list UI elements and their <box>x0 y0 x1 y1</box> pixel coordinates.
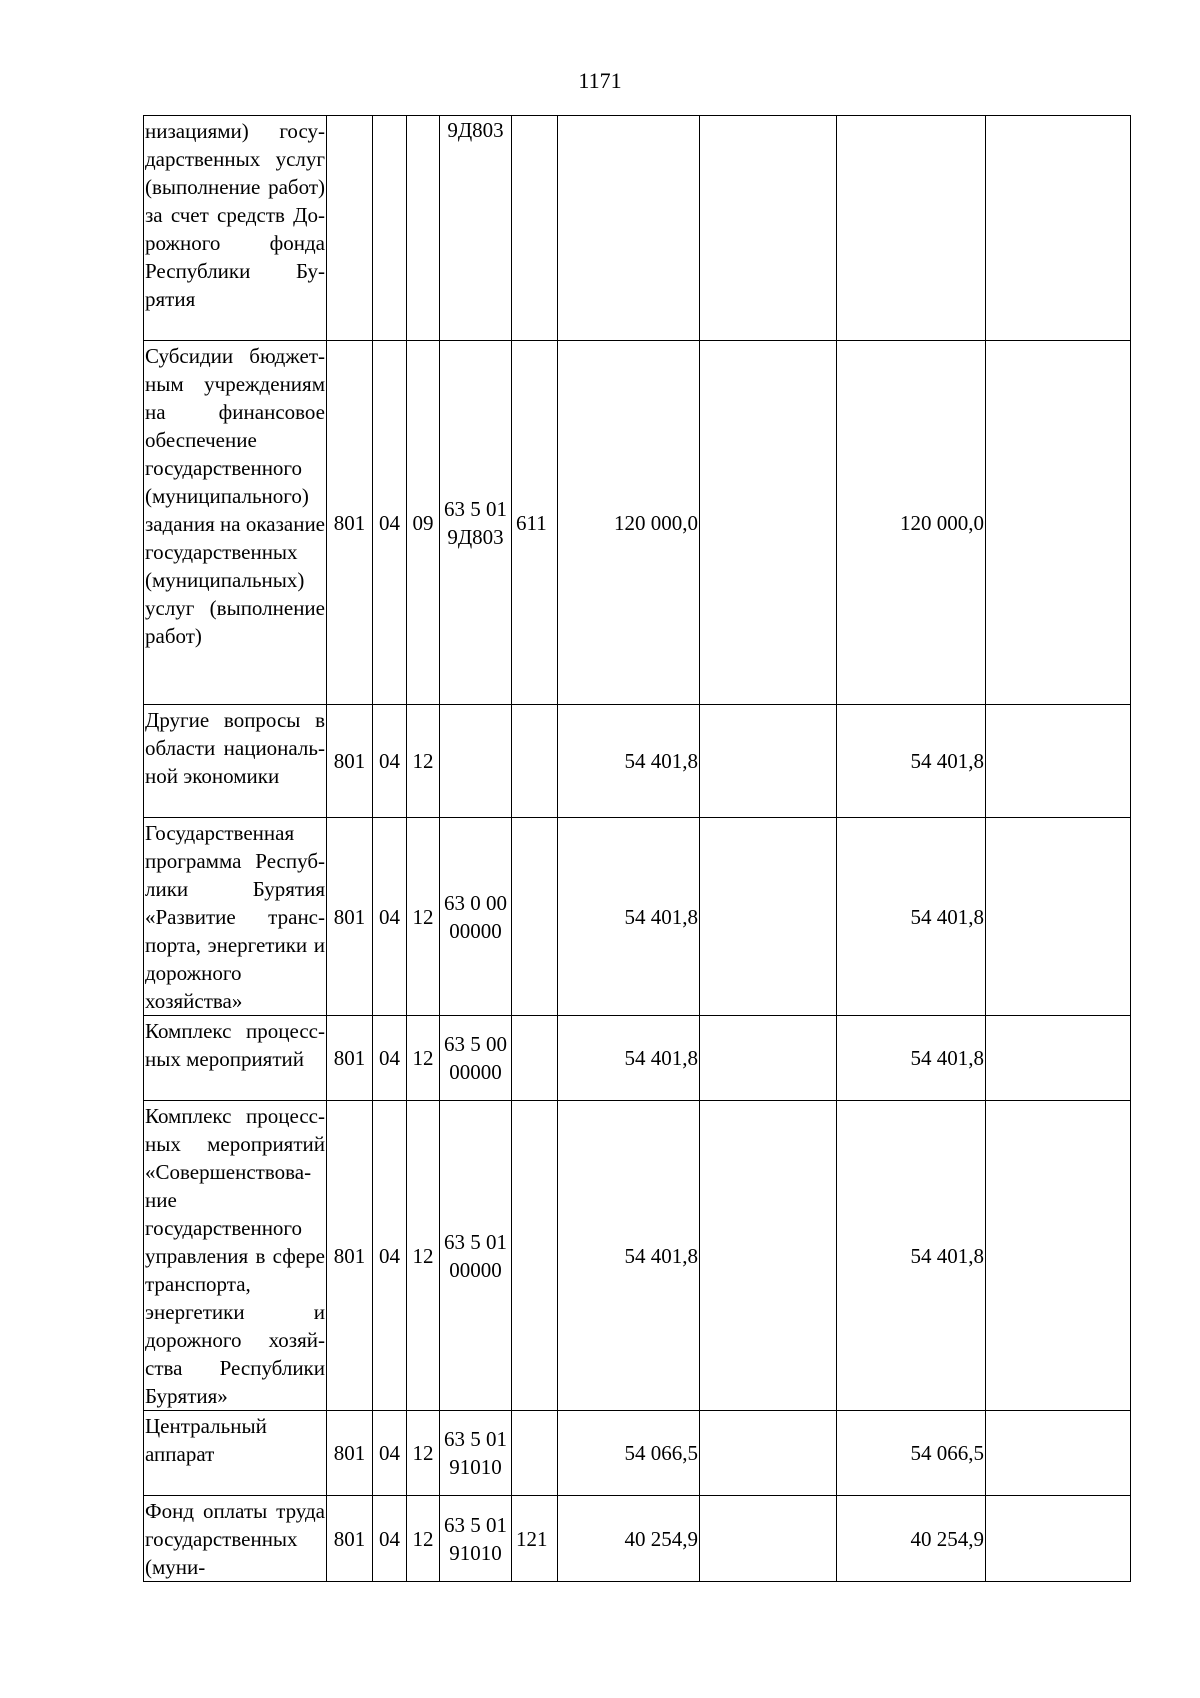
rz-code: 04 <box>373 1101 407 1411</box>
item-name: Комплекс процессных мероприятий <box>144 1016 327 1101</box>
pr-code: 12 <box>407 1496 440 1582</box>
rz-code: 04 <box>373 1496 407 1582</box>
vr-code <box>512 1101 558 1411</box>
vr-code: 611 <box>512 341 558 705</box>
item-name: Центральный аппарат <box>144 1411 327 1496</box>
rz-code: 04 <box>373 705 407 818</box>
csr-code: 63 5 01 00000 <box>440 1101 512 1411</box>
amount-4 <box>986 818 1131 1016</box>
amount-3: 54 401,8 <box>837 1101 986 1411</box>
pr-code: 12 <box>407 818 440 1016</box>
csr-code: 63 0 00 00000 <box>440 818 512 1016</box>
item-name: Комплекс процессных мероприятий «Совершенствование государственного управления в сфере транспорта, энергетики и дорожного хозяйства Республики Бурятия» <box>144 1101 327 1411</box>
amount-1: 54 401,8 <box>558 818 700 1016</box>
amount-1: 40 254,9 <box>558 1496 700 1582</box>
item-name: Государственная программа Республики Бурятия «Развитие транспорта, энергетики и дорожного хозяйства» <box>144 818 327 1016</box>
vr-code <box>512 705 558 818</box>
amount-3: 54 401,8 <box>837 1016 986 1101</box>
item-name: Субсидии бюджетным учреждениям на финансовое обеспечение государственного (муниципального) задания на оказание государственных (муниципальных) услуг (выполнение работ) <box>144 341 327 705</box>
amount-3: 40 254,9 <box>837 1496 986 1582</box>
csr-code <box>440 705 512 818</box>
csr-code: 63 5 01 9Д803 <box>440 341 512 705</box>
ved-code: 801 <box>327 1016 373 1101</box>
amount-4 <box>986 1016 1131 1101</box>
rz-code: 04 <box>373 341 407 705</box>
csr-code: 63 5 00 00000 <box>440 1016 512 1101</box>
table-row <box>144 1101 1131 1411</box>
ved-code: 801 <box>327 1411 373 1496</box>
amount-4 <box>986 116 1131 341</box>
ved-code: 801 <box>327 1101 373 1411</box>
csr-code: 63 5 01 91010 <box>440 1496 512 1582</box>
item-name: Другие вопросы в области национальной экономики <box>144 705 327 818</box>
amount-3 <box>837 116 986 341</box>
table-row <box>144 1496 1131 1582</box>
pr-code: 12 <box>407 1016 440 1101</box>
rz-code: 04 <box>373 1411 407 1496</box>
csr-code: 9Д803 <box>440 116 512 341</box>
amount-2 <box>700 1101 837 1411</box>
pr-code: 12 <box>407 705 440 818</box>
amount-3: 54 066,5 <box>837 1411 986 1496</box>
budget-table <box>143 115 1131 1582</box>
amount-2 <box>700 341 837 705</box>
vr-code <box>512 818 558 1016</box>
table-row <box>144 818 1131 1016</box>
ved-code: 801 <box>327 341 373 705</box>
ved-code: 801 <box>327 705 373 818</box>
amount-4 <box>986 705 1131 818</box>
rz-code: 04 <box>373 818 407 1016</box>
amount-1: 120 000,0 <box>558 341 700 705</box>
table-row <box>144 341 1131 705</box>
amount-2 <box>700 1411 837 1496</box>
amount-2 <box>700 116 837 341</box>
amount-4 <box>986 341 1131 705</box>
amount-4 <box>986 1411 1131 1496</box>
amount-1: 54 066,5 <box>558 1411 700 1496</box>
ved-code <box>327 116 373 341</box>
pr-code: 09 <box>407 341 440 705</box>
amount-1: 54 401,8 <box>558 1016 700 1101</box>
amount-1: 54 401,8 <box>558 705 700 818</box>
table-row <box>144 705 1131 818</box>
amount-1 <box>558 116 700 341</box>
table-row <box>144 1411 1131 1496</box>
vr-code <box>512 1411 558 1496</box>
amount-3: 120 000,0 <box>837 341 986 705</box>
amount-2 <box>700 705 837 818</box>
item-name: Фонд оплаты труда государственных (муни- <box>144 1496 327 1582</box>
pr-code: 12 <box>407 1411 440 1496</box>
pr-code <box>407 116 440 341</box>
amount-2 <box>700 1496 837 1582</box>
rz-code <box>373 116 407 341</box>
amount-2 <box>700 818 837 1016</box>
page-number: 1171 <box>578 68 622 93</box>
pr-code: 12 <box>407 1101 440 1411</box>
csr-code: 63 5 01 91010 <box>440 1411 512 1496</box>
ved-code: 801 <box>327 1496 373 1582</box>
table-row <box>144 116 1131 341</box>
vr-code <box>512 116 558 341</box>
amount-1: 54 401,8 <box>558 1101 700 1411</box>
rz-code: 04 <box>373 1016 407 1101</box>
amount-2 <box>700 1016 837 1101</box>
vr-code: 121 <box>512 1496 558 1582</box>
amount-4 <box>986 1496 1131 1582</box>
amount-4 <box>986 1101 1131 1411</box>
amount-3: 54 401,8 <box>837 705 986 818</box>
item-name: низациями) государственных услуг (выполнение работ) за счет средств Дорожного фонда Республики Бурятия <box>144 116 327 341</box>
ved-code: 801 <box>327 818 373 1016</box>
amount-3: 54 401,8 <box>837 818 986 1016</box>
table-row <box>144 1016 1131 1101</box>
vr-code <box>512 1016 558 1101</box>
